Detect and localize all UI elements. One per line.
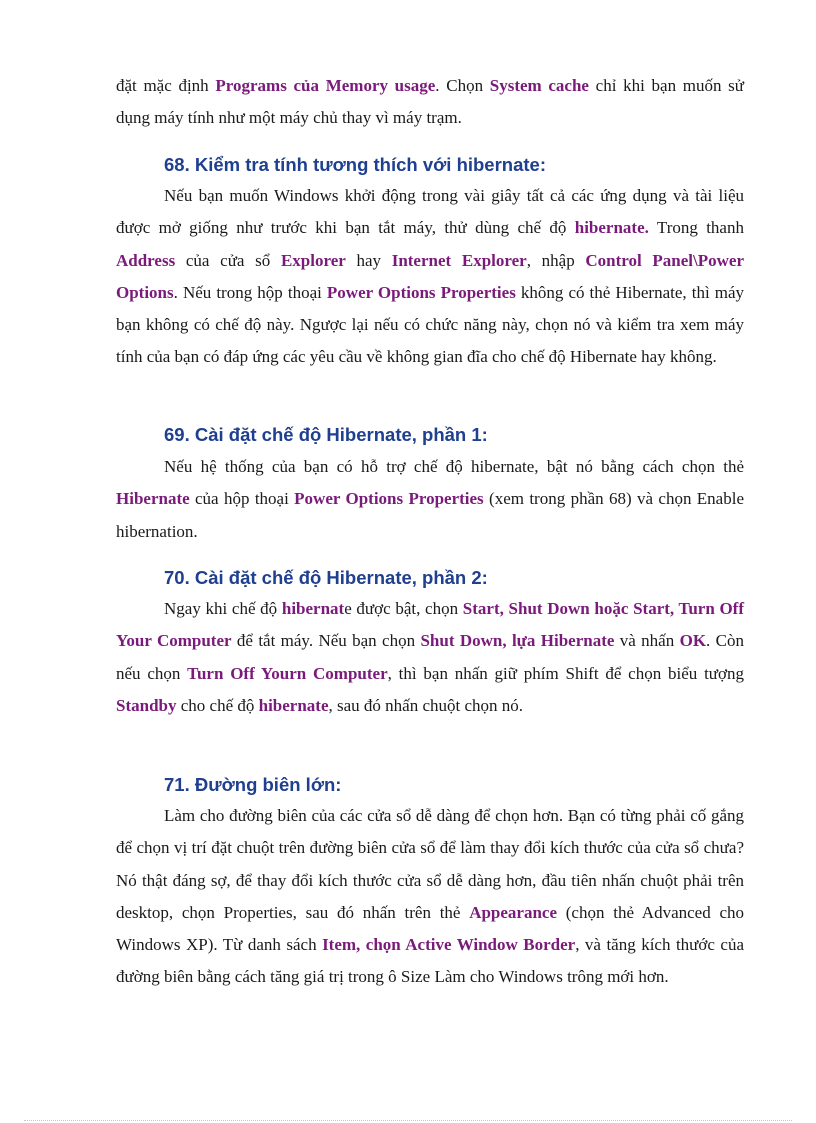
keyword-term: Start, Shut Down hoặc Start, Turn Off Your Computer [116,599,745,651]
section-70-heading: 70. Cài đặt chế độ Hibernate, phần 2: [164,567,488,588]
keyword-term: Turn Off Yourn Computer [187,663,388,683]
keyword-term: Power Options Properties [294,489,484,509]
section-71-body: Làm cho đường biên của các cửa sổ dễ dàng để chọn hơn. Bạn có từng phải cố gắng để chọn vị trí đặt chuột trên đường biên cửa sổ để làm thay đổi kích thước của cửa sổ chưa? Nó thật đáng sợ, để thay đổi kích thước cửa sổ dễ dàng hơn, đầu tiên nhấn chuột phải trên desktop, chọn Properties, sau đó nhấn trên thẻ Appearance (chọn thẻ Advanced cho Windows XP). Từ danh sách Item, chọn Active Window Border, và tăng kích thước của đường biên bằng cách tăng giá trị trong ô Size Làm cho Windows trông mới hơn. [116,806,744,987]
keyword-term: Programs của Memory usage [215,76,436,95]
keyword-term: Standby [116,695,177,715]
keyword-term: hibernate [258,695,329,715]
keyword-term: Hibernate [116,489,190,509]
section-70-body: Ngay khi chế độ hibernate được bật, chọn Start, Shut Down hoặc Start, Turn Off Your Computer để tắt máy. Nếu bạn chọn Shut Down, lựa Hibernate và nhấn OK. Còn nếu chọn Turn Off Yourn Computer, thì bạn nhấn giữ phím Shift để chọn biểu tượng Standby cho chế độ hibernate, sau đó nhấn chuột chọn nó. [116,599,745,715]
section-71-heading: 71. Đường biên lớn: [164,774,342,795]
keyword-term: Internet Explorer [391,250,527,270]
keyword-term: OK [679,631,707,651]
section-69-body: Nếu hệ thống của bạn có hỗ trợ chế độ hibernate, bật nó bằng cách chọn thẻ Hibernate của hộp thoại Power Options Properties (xem trong phần 68) và chọn Enable hibernation. [116,457,744,541]
page-bottom-rule [24,1120,792,1121]
keyword-term: Explorer [280,250,346,270]
keyword-term: Address [116,250,176,270]
keyword-term: hibernate. [574,218,649,238]
section-68-heading: 68. Kiểm tra tính tương thích với hibernate: [164,154,546,175]
keyword-term: hibernat [281,599,345,618]
keyword-term: Appearance [469,902,558,922]
section-68-body: Nếu bạn muốn Windows khởi động trong vài giây tất cả các ứng dụng và tài liệu được mở giống như trước khi bạn tắt máy, thử dùng chế độ hibernate. Trong thanh Address của cửa sổ Explorer hay Internet Explorer, nhập Control Panel\Power Options. Nếu trong hộp thoại Power Options Properties không có thẻ Hibernate, thì máy bạn không có chế độ này. Ngược lại nếu có chức năng này, chọn nó và kiểm tra xem máy tính của bạn có đáp ứng các yêu cầu về không gian đĩa cho chế độ Hibernate hay không. [116,186,744,367]
keyword-term: Control Panel\Power Options [116,250,744,302]
section-69-heading: 69. Cài đặt chế độ Hibernate, phần 1: [164,424,488,445]
keyword-term: System cache [489,76,589,95]
intro-paragraph: đặt mặc định Programs của Memory usage. Chọn System cache chỉ khi bạn muốn sử dụng máy tính như một máy chủ thay vì máy trạm. [116,76,745,128]
keyword-term: Power Options Properties [326,282,516,302]
keyword-term: Shut Down, lựa Hibernate [420,631,615,651]
keyword-term: Item, chọn Active Window Border [322,935,576,955]
